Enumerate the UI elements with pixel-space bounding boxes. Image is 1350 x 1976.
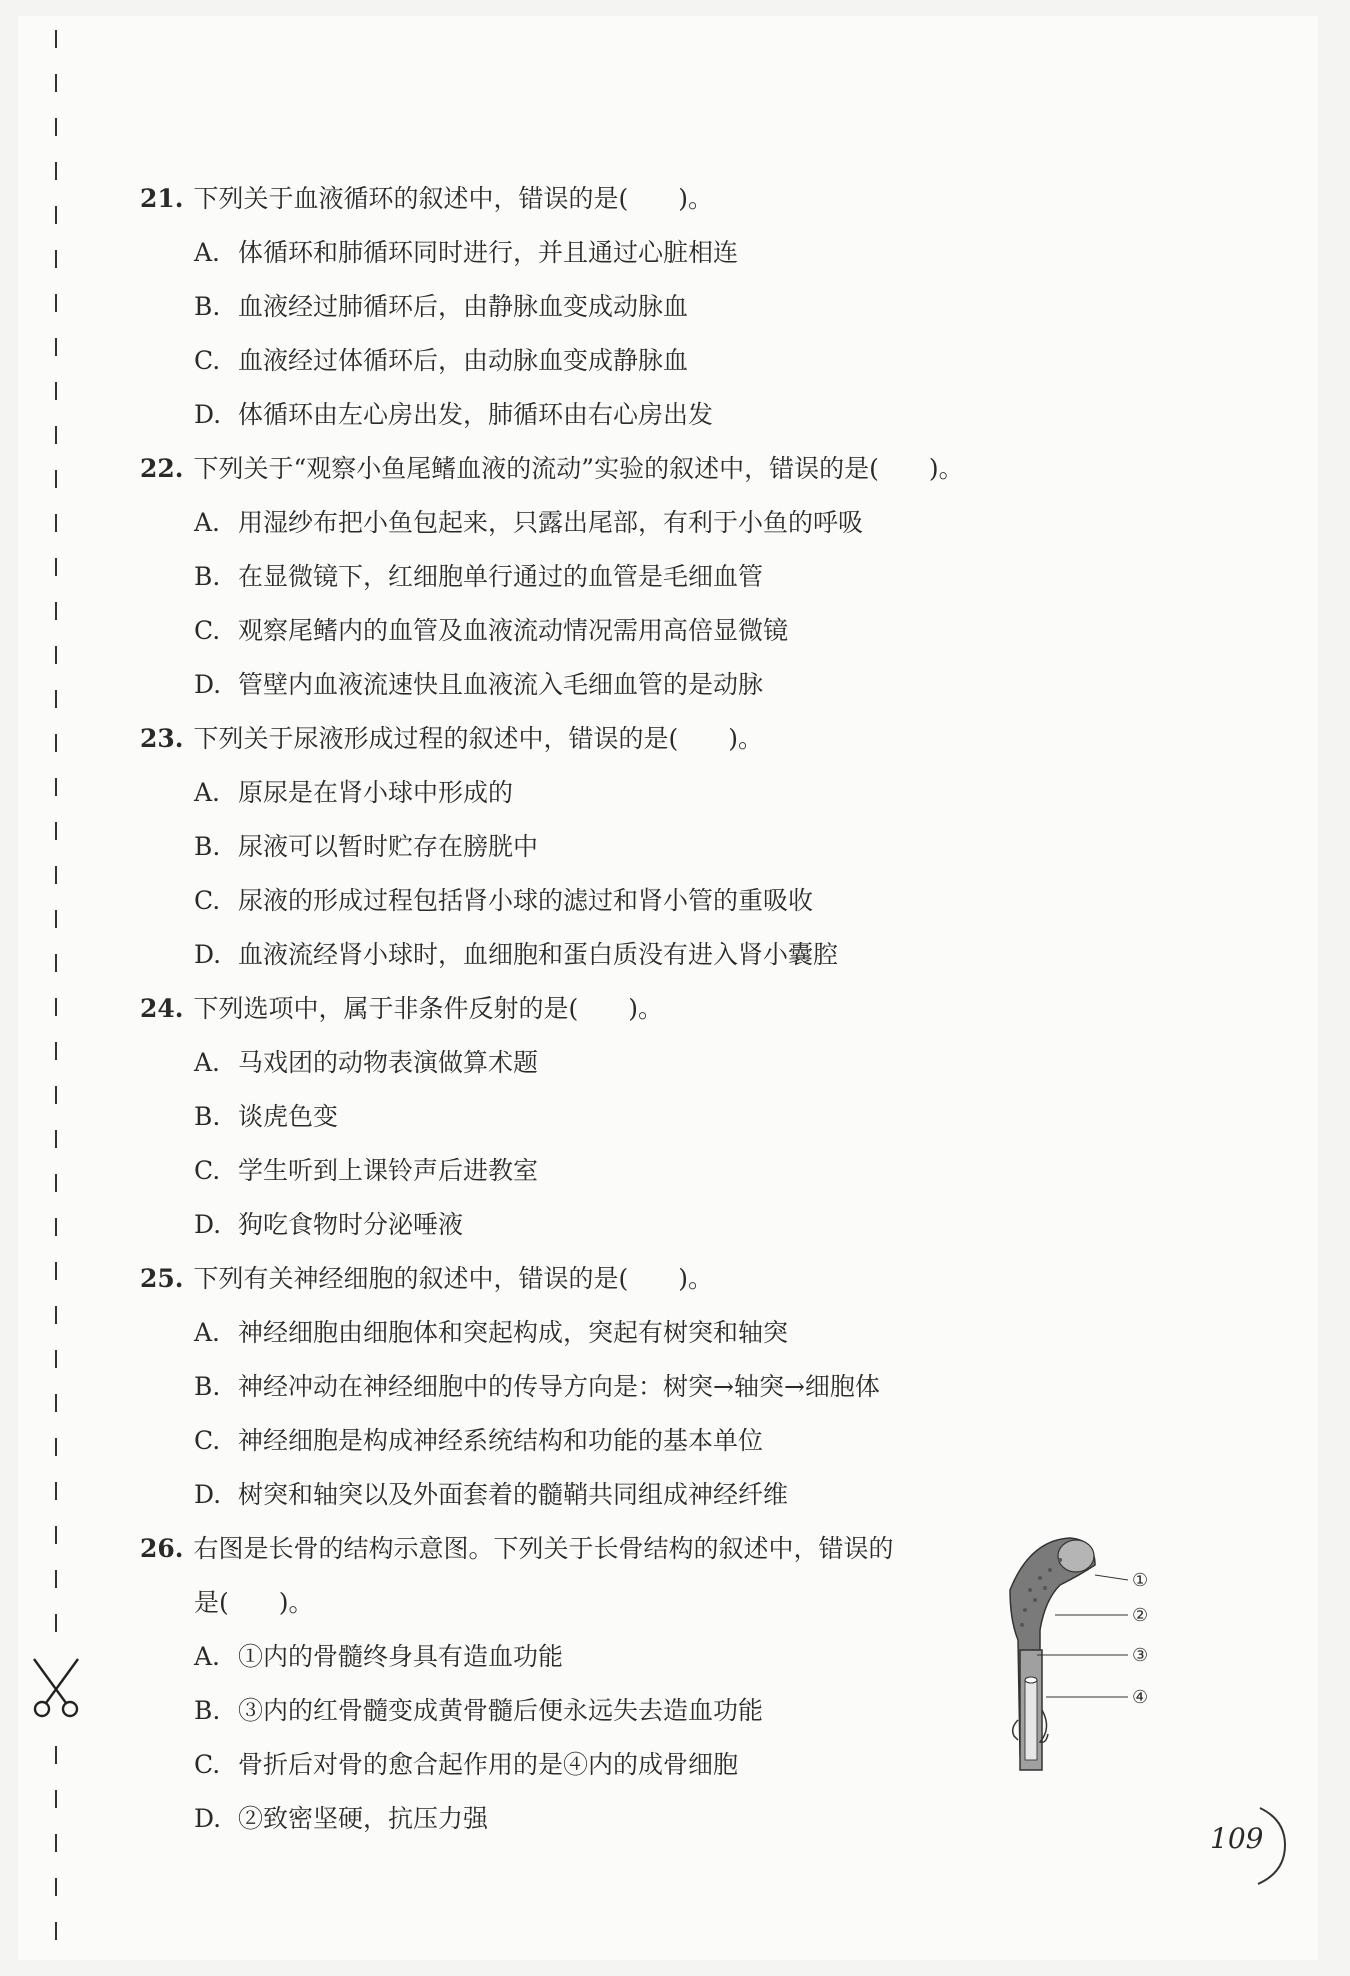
question-stem-continued: 是( )。 xyxy=(194,1588,314,1617)
option-c: C. 学生听到上课铃声后进教室 xyxy=(194,1156,539,1185)
option-c: C. 神经细胞是构成神经系统结构和功能的基本单位 xyxy=(194,1426,764,1455)
label-3: ③ xyxy=(1132,1645,1149,1666)
question-stem: 22. 下列关于“观察小鱼尾鳍血液的流动”实验的叙述中，错误的是( )。 xyxy=(140,454,964,483)
question-list xyxy=(140,172,1240,1846)
option-b: B. 在显微镜下，红细胞单行通过的血管是毛细血管 xyxy=(194,562,764,591)
option-d: D. 管壁内血液流速快且血液流入毛细血管的是动脉 xyxy=(194,670,764,699)
option-c: C. 观察尾鳍内的血管及血液流动情况需用高倍显微镜 xyxy=(194,616,789,645)
question-number: 23. xyxy=(140,724,184,753)
option-b: B. 血液经过肺循环后，由静脉血变成动脉血 xyxy=(194,292,689,321)
question-stem: 21. 下列关于血液循环的叙述中，错误的是( )。 xyxy=(140,184,714,213)
option-a: A. 用湿纱布把小鱼包起来，只露出尾部，有利于小鱼的呼吸 xyxy=(194,508,864,537)
question-stem: 26. 右图是长骨的结构示意图。下列关于长骨结构的叙述中，错误的 xyxy=(140,1534,894,1563)
question-stem: 24. 下列选项中，属于非条件反射的是( )。 xyxy=(140,994,664,1023)
option-c: C. 骨折后对骨的愈合起作用的是④内的成骨细胞 xyxy=(194,1750,739,1779)
question-number: 24. xyxy=(140,994,184,1023)
question-number: 26. xyxy=(140,1534,184,1563)
option-d: D. 血液流经肾小球时，血细胞和蛋白质没有进入肾小囊腔 xyxy=(194,940,839,969)
option-d: D. 树突和轴突以及外面套着的髓鞘共同组成神经纤维 xyxy=(194,1480,789,1509)
label-4: ④ xyxy=(1132,1687,1149,1708)
question-stem: 25. 下列有关神经细胞的叙述中，错误的是( )。 xyxy=(140,1264,714,1293)
question-number: 25. xyxy=(140,1264,184,1293)
option-b: B. 神经冲动在神经细胞中的传导方向是：树突→轴突→细胞体 xyxy=(194,1372,880,1401)
option-b: B. ③内的红骨髓变成黄骨髓后便永远失去造血功能 xyxy=(194,1696,764,1725)
option-d: D. ②致密坚硬，抗压力强 xyxy=(194,1804,489,1833)
option-a: A. ①内的骨髓终身具有造血功能 xyxy=(194,1642,564,1671)
option-a: A. 马戏团的动物表演做算术题 xyxy=(194,1048,539,1077)
question-26 xyxy=(140,1522,1240,1846)
question-21 xyxy=(140,172,1240,442)
option-b: B. 尿液可以暂时贮存在膀胱中 xyxy=(194,832,539,861)
page-number: 109 xyxy=(1210,1822,1264,1855)
option-c: C. 尿液的形成过程包括肾小球的滤过和肾小管的重吸收 xyxy=(194,886,814,915)
label-1: ① xyxy=(1132,1570,1149,1591)
label-2: ② xyxy=(1132,1605,1149,1626)
question-24 xyxy=(140,982,1240,1252)
question-stem: 23. 下列关于尿液形成过程的叙述中，错误的是( )。 xyxy=(140,724,764,753)
question-22 xyxy=(140,442,1240,712)
question-23 xyxy=(140,712,1240,982)
option-a: A. 体循环和肺循环同时进行，并且通过心脏相连 xyxy=(194,238,739,267)
scissors-icon xyxy=(28,1655,84,1721)
question-25 xyxy=(140,1252,1240,1522)
option-d: D. 体循环由左心房出发，肺循环由右心房出发 xyxy=(194,400,714,429)
option-a: A. 神经细胞由细胞体和突起构成，突起有树突和轴突 xyxy=(194,1318,789,1347)
option-a: A. 原尿是在肾小球中形成的 xyxy=(194,778,514,807)
option-b: B. 谈虎色变 xyxy=(194,1102,339,1131)
long-bone-diagram xyxy=(1000,1530,1160,1780)
question-number: 21. xyxy=(140,184,184,213)
question-number: 22. xyxy=(140,454,184,483)
option-d: D. 狗吃食物时分泌唾液 xyxy=(194,1210,464,1239)
option-c: C. 血液经过体循环后，由动脉血变成静脉血 xyxy=(194,346,689,375)
